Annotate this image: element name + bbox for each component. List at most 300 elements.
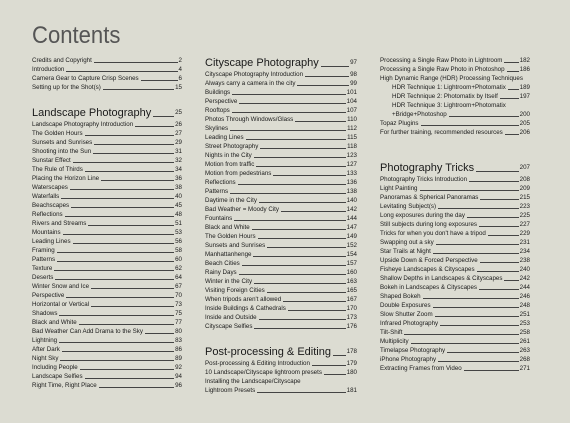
entry-title: +Bridge+Photoshop xyxy=(392,111,447,118)
entry-title: Reflections xyxy=(205,179,236,186)
entry-title: Processing a Single Raw Photo in Photoshop xyxy=(380,66,505,73)
leader-line xyxy=(85,378,175,379)
entry-title: Long exposures during the day xyxy=(380,212,465,219)
leader-line xyxy=(85,135,175,136)
entry-title: Sunstar Effect xyxy=(32,157,71,164)
toc-entry[interactable] xyxy=(205,151,357,160)
toc-entry[interactable] xyxy=(32,273,182,282)
entry-title: Camera Gear to Capture Crisp Scenes xyxy=(32,75,139,82)
page-number: 75 xyxy=(175,310,182,317)
leader-line xyxy=(436,244,519,245)
entry-title: Cityscape Selfies xyxy=(205,323,253,330)
entry-title: Nights in the City xyxy=(205,152,252,159)
leader-line xyxy=(54,270,174,271)
toc-entry[interactable] xyxy=(205,205,357,214)
leader-line xyxy=(254,283,346,284)
toc-entry[interactable] xyxy=(32,129,182,138)
toc-entry[interactable] xyxy=(32,309,182,318)
leader-line xyxy=(500,98,519,99)
toc-entry[interactable] xyxy=(32,120,182,129)
toc-entry[interactable] xyxy=(380,65,530,74)
leader-line xyxy=(135,126,174,127)
entry-title: Perspective xyxy=(205,98,238,105)
toc-entry[interactable] xyxy=(32,156,182,165)
entry-title: Deserts xyxy=(32,274,54,281)
toc-entry[interactable] xyxy=(32,354,182,363)
toc-entry[interactable] xyxy=(32,183,182,192)
toc-entry[interactable] xyxy=(32,83,182,92)
leader-line xyxy=(476,171,519,172)
toc-entry[interactable] xyxy=(32,174,182,183)
leader-line xyxy=(55,279,174,280)
toc-entry[interactable] xyxy=(32,74,182,83)
entry-title: The Golden Hours xyxy=(32,130,83,137)
toc-entry[interactable] xyxy=(205,295,357,304)
entry-title: Waterfalls xyxy=(32,193,60,200)
page-number: 133 xyxy=(346,170,357,177)
toc-section-heading[interactable] xyxy=(32,106,182,120)
leader-line xyxy=(480,199,518,200)
entry-title: Visiting Foreign Cities xyxy=(205,287,265,294)
page-number: 231 xyxy=(519,239,530,246)
entry-title: Placing the Horizon Line xyxy=(32,175,100,182)
leader-line xyxy=(447,352,519,353)
page-number: 36 xyxy=(175,175,182,182)
leader-line xyxy=(321,66,349,67)
leader-line xyxy=(312,365,346,366)
entry-title: High Dynamic Range (HDR) Processing Techniques xyxy=(380,75,523,82)
entry-title: Bokeh in Landscapes & Cityscapes xyxy=(380,284,477,291)
leader-line xyxy=(254,328,345,329)
entry-title: Texture xyxy=(32,265,53,272)
section-title: Photography Tricks xyxy=(380,162,475,174)
toc-entry[interactable] xyxy=(32,336,182,345)
page-number: 181 xyxy=(346,387,357,394)
toc-entry[interactable] xyxy=(32,147,182,156)
entry-title: Double Exposures xyxy=(380,302,431,309)
toc-entry[interactable] xyxy=(380,83,530,92)
page-number: 205 xyxy=(519,120,530,127)
entry-title: Shooting into the Sun xyxy=(32,148,92,155)
toc-entry[interactable] xyxy=(380,211,530,220)
entry-title: Photos Through Windows/Glass xyxy=(205,116,294,123)
toc-entry[interactable] xyxy=(205,196,357,205)
leader-line xyxy=(73,243,175,244)
entry-title: Extracting Frames from Video xyxy=(380,365,462,372)
leader-line xyxy=(88,225,174,226)
leader-line xyxy=(230,130,346,131)
toc-entry[interactable] xyxy=(205,313,357,322)
toc-entry[interactable] xyxy=(205,286,357,295)
leader-line xyxy=(70,189,174,190)
leader-line xyxy=(230,193,346,194)
page-number: 144 xyxy=(346,215,357,222)
page-number: 165 xyxy=(346,287,357,294)
leader-line xyxy=(256,166,345,167)
leader-line xyxy=(258,238,346,239)
entry-title: Horizontal or Vertical xyxy=(32,301,90,308)
entry-title: Perspective xyxy=(32,292,65,299)
toc-entry[interactable] xyxy=(380,337,530,346)
toc-entry[interactable] xyxy=(380,92,530,101)
page-number: 173 xyxy=(346,314,357,321)
leader-line xyxy=(508,89,519,90)
toc-entry[interactable] xyxy=(205,214,357,223)
page-number: 225 xyxy=(519,212,530,219)
page-number: 142 xyxy=(346,206,357,213)
toc-entry[interactable] xyxy=(205,124,357,133)
toc-entry[interactable] xyxy=(32,56,182,65)
toc-entry[interactable] xyxy=(205,304,357,313)
page-number: 223 xyxy=(519,203,530,210)
page-number: 258 xyxy=(519,329,530,336)
toc-entry[interactable] xyxy=(205,359,357,368)
entry-title: Right Time, Right Place xyxy=(32,382,97,389)
toc-entry[interactable] xyxy=(205,178,357,187)
toc-section-heading[interactable] xyxy=(205,345,357,359)
leader-line xyxy=(421,125,519,126)
entry-title: Cityscape Photography Introduction xyxy=(205,71,304,78)
page-number: 77 xyxy=(175,319,182,326)
entry-title: Lightning xyxy=(32,337,58,344)
page-number: 209 xyxy=(519,185,530,192)
entry-title: Night Sky xyxy=(32,355,59,362)
page-number: 227 xyxy=(519,221,530,228)
entry-title: Post-processing & Editing Introduction xyxy=(205,360,310,367)
toc-entry[interactable] xyxy=(380,355,530,364)
page-number: 149 xyxy=(346,233,357,240)
page-number: 179 xyxy=(346,360,357,367)
toc-entry[interactable] xyxy=(380,229,530,238)
entry-title: Sunsets and Sunrises xyxy=(205,242,266,249)
leader-line xyxy=(254,157,346,158)
toc-entry[interactable] xyxy=(32,345,182,354)
leader-line xyxy=(259,319,346,320)
toc-entry[interactable] xyxy=(205,277,357,286)
entry-title: The Rule of Thirds xyxy=(32,166,83,173)
entry-title: Rivers and Streams xyxy=(32,220,87,227)
leader-line xyxy=(281,211,346,212)
entry-title: Multiplicity xyxy=(380,338,409,345)
toc-entry[interactable] xyxy=(380,74,530,83)
entry-title: For further training, recommended resources xyxy=(380,129,503,136)
entry-title: HDR Technique 1: Lightroom+Photomatix xyxy=(392,84,506,91)
toc-section-heading[interactable] xyxy=(380,161,530,175)
toc-entry[interactable] xyxy=(205,97,357,106)
entry-title: Winter Snow and Ice xyxy=(32,283,90,290)
entry-title: Timelapse Photography xyxy=(380,347,446,354)
toc-entry[interactable] xyxy=(380,247,530,256)
page-number: 234 xyxy=(519,248,530,255)
toc-entry[interactable] xyxy=(32,138,182,147)
entry-title: Topaz Plugins xyxy=(380,120,419,127)
toc-entry[interactable] xyxy=(32,363,182,372)
page-number: 115 xyxy=(347,134,357,141)
toc-entry[interactable] xyxy=(32,65,182,74)
entry-title: Processing a Single Raw Photo in Lightroom xyxy=(380,57,503,64)
page-number: 67 xyxy=(175,283,182,290)
toc-entry[interactable] xyxy=(32,228,182,237)
leader-line xyxy=(94,62,178,63)
page-number: 160 xyxy=(346,269,357,276)
toc-column-3 xyxy=(380,56,530,373)
page-number: 6 xyxy=(178,75,182,82)
leader-line xyxy=(267,292,346,293)
toc-entry[interactable] xyxy=(205,232,357,241)
leader-line xyxy=(507,71,519,72)
toc-entry[interactable] xyxy=(32,327,182,336)
toc-entry[interactable] xyxy=(205,368,357,377)
toc-entry[interactable] xyxy=(205,70,357,79)
toc-entry[interactable] xyxy=(380,202,530,211)
spacer xyxy=(380,137,530,147)
toc-entry[interactable] xyxy=(205,377,357,386)
page-number: 248 xyxy=(519,302,530,309)
toc-entry[interactable] xyxy=(32,246,182,255)
entry-title: Shallow Depths in Landscapes & Cityscapes xyxy=(380,275,503,282)
toc-entry[interactable] xyxy=(380,346,530,355)
page-number: 62 xyxy=(175,265,182,272)
toc-entry[interactable] xyxy=(380,184,530,193)
entry-title: Panoramas & Spherical Panoramas xyxy=(380,194,479,201)
toc-entry[interactable] xyxy=(380,128,530,137)
leader-line xyxy=(246,139,347,140)
page-number: 176 xyxy=(346,323,357,330)
toc-entry[interactable] xyxy=(32,219,182,228)
entry-title: Waterscapes xyxy=(32,184,68,191)
leader-line xyxy=(477,271,519,272)
section-title: Post-processing & Editing xyxy=(205,346,331,358)
toc-entry[interactable] xyxy=(380,283,530,292)
toc-entry[interactable] xyxy=(205,223,357,232)
page-number: 4 xyxy=(178,66,182,73)
leader-line xyxy=(153,116,174,117)
toc-entry[interactable] xyxy=(205,259,357,268)
toc-entry[interactable] xyxy=(380,101,530,110)
entry-title: Landscape Photography Introduction xyxy=(32,121,134,128)
entry-title: Including People xyxy=(32,364,78,371)
toc-entry[interactable] xyxy=(380,328,530,337)
toc-entry[interactable] xyxy=(32,291,182,300)
leader-line xyxy=(61,198,174,199)
toc-entry[interactable] xyxy=(380,364,530,373)
page-number: 123 xyxy=(346,152,357,159)
leader-line xyxy=(252,229,346,230)
entry-title: 10 Landscape/Cityscape lightroom presets xyxy=(205,369,322,376)
toc-entry[interactable] xyxy=(205,142,357,151)
leader-line xyxy=(404,334,518,335)
toc-entry[interactable] xyxy=(32,192,182,201)
toc-entry[interactable] xyxy=(380,301,530,310)
leader-line xyxy=(504,280,518,281)
page-number: 48 xyxy=(175,211,182,218)
toc-column-1 xyxy=(32,56,182,390)
page-number: 86 xyxy=(175,346,182,353)
toc-entry[interactable] xyxy=(205,133,357,142)
page-number: 200 xyxy=(519,111,530,118)
page-number: 127 xyxy=(346,161,357,168)
leader-line xyxy=(288,310,346,311)
toc-entry[interactable] xyxy=(205,88,357,97)
leader-line xyxy=(464,370,519,371)
entry-title: Credits and Copyright xyxy=(32,57,92,64)
toc-entry[interactable] xyxy=(205,115,357,124)
leader-line xyxy=(333,355,346,356)
toc-entry[interactable] xyxy=(380,119,530,128)
page-number: 138 xyxy=(346,188,357,195)
page-number: 97 xyxy=(350,59,357,66)
leader-line xyxy=(101,180,174,181)
toc-entry[interactable] xyxy=(32,372,182,381)
toc-entry[interactable] xyxy=(380,274,530,283)
toc-entry[interactable] xyxy=(205,187,357,196)
toc-entry[interactable] xyxy=(205,241,357,250)
toc-entry[interactable] xyxy=(32,318,182,327)
toc-entry[interactable] xyxy=(32,255,182,264)
toc-entry[interactable] xyxy=(32,264,182,273)
toc-entry[interactable] xyxy=(205,160,357,169)
toc-entry[interactable] xyxy=(205,322,357,331)
page-number: 136 xyxy=(346,179,357,186)
page-number: 89 xyxy=(175,355,182,362)
entry-title: Daytime in the City xyxy=(205,197,257,204)
leader-line xyxy=(242,265,346,266)
toc-entry[interactable] xyxy=(380,220,530,229)
page-number: 25 xyxy=(175,109,182,116)
entry-title: Landscape Selfies xyxy=(32,373,83,380)
toc-entry[interactable] xyxy=(380,110,530,119)
toc-entry[interactable] xyxy=(380,256,530,265)
page-number: 178 xyxy=(346,348,357,355)
leader-line xyxy=(257,392,345,393)
leader-line xyxy=(295,121,346,122)
leader-line xyxy=(63,234,175,235)
entry-title: Black and White xyxy=(205,224,250,231)
entry-title: Rainy Days xyxy=(205,269,237,276)
leader-line xyxy=(57,261,174,262)
toc-entry[interactable] xyxy=(205,250,357,259)
entry-title: Framing xyxy=(32,247,55,254)
entry-title: Buildings xyxy=(205,89,231,96)
page-number: 197 xyxy=(519,93,530,100)
page-number: 271 xyxy=(519,365,530,372)
toc-entry[interactable] xyxy=(380,319,530,328)
entry-title: Levitating Subject(s) xyxy=(380,203,437,210)
entry-title: Patterns xyxy=(32,256,56,263)
toc-entry[interactable] xyxy=(32,201,182,210)
entry-title: Black and White xyxy=(32,319,77,326)
toc-entry[interactable] xyxy=(380,292,530,301)
leader-line xyxy=(103,89,174,90)
page-number: 2 xyxy=(178,57,182,64)
leader-line xyxy=(433,307,519,308)
page-number: 27 xyxy=(175,130,182,137)
entry-title: The Golden Hours xyxy=(205,233,256,240)
entry-title: Still subjects during long exposures xyxy=(380,221,477,228)
page-number: 268 xyxy=(519,356,530,363)
page-number: 98 xyxy=(350,71,357,78)
leader-line xyxy=(479,289,519,290)
toc-entry[interactable] xyxy=(205,386,357,395)
entry-title: Fisheye Landscapes & Cityscapes xyxy=(380,266,475,273)
toc-entry[interactable] xyxy=(32,282,182,291)
toc-entry[interactable] xyxy=(32,210,182,219)
toc-entry[interactable] xyxy=(32,237,182,246)
toc-section-heading[interactable] xyxy=(205,56,357,70)
leader-line xyxy=(438,208,519,209)
page-number: 26 xyxy=(175,121,182,128)
page-number: 157 xyxy=(346,260,357,267)
leader-line xyxy=(66,297,174,298)
toc-entry[interactable] xyxy=(32,165,182,174)
page-number: 104 xyxy=(346,98,357,105)
entry-title: Tricks for when you don't have a tripod xyxy=(380,230,486,237)
leader-line xyxy=(438,361,519,362)
leader-line xyxy=(479,226,519,227)
entry-title: Bad Weather Can Add Drama to the Sky xyxy=(32,328,143,335)
page-number: 152 xyxy=(346,242,357,249)
entry-title: When tripods aren't allowed xyxy=(205,296,282,303)
page-number: 251 xyxy=(519,311,530,318)
toc-entry[interactable] xyxy=(32,381,182,390)
entry-title: Winter in the City xyxy=(205,278,253,285)
leader-line xyxy=(59,315,174,316)
toc-entry[interactable] xyxy=(380,56,530,65)
entry-title: Infrared Photography xyxy=(380,320,439,327)
entry-title: Sunsets and Sunrises xyxy=(32,139,93,146)
page-number: 206 xyxy=(519,129,530,136)
toc-entry[interactable] xyxy=(205,106,357,115)
page-number: 253 xyxy=(519,320,530,327)
entry-title: Introduction xyxy=(32,66,65,73)
toc-entry[interactable] xyxy=(32,300,182,309)
page-number: 163 xyxy=(346,278,357,285)
leader-line xyxy=(305,76,349,77)
entry-title: Rooftops xyxy=(205,107,230,114)
entry-title: Tilt-Shift xyxy=(380,329,403,336)
toc-entry[interactable] xyxy=(380,175,530,184)
toc-entry[interactable] xyxy=(380,238,530,247)
entry-title: After Dark xyxy=(32,346,60,353)
leader-line xyxy=(238,184,346,185)
entry-title: HDR Technique 2: Photomatix by Itself xyxy=(392,93,498,100)
page-number: 32 xyxy=(175,157,182,164)
page-number: 263 xyxy=(519,347,530,354)
entry-title: Light Painting xyxy=(380,185,418,192)
spacer xyxy=(32,92,182,102)
leader-line xyxy=(324,374,346,375)
toc-entry[interactable] xyxy=(205,268,357,277)
toc-entry[interactable] xyxy=(380,265,530,274)
toc-entry[interactable] xyxy=(380,193,530,202)
leader-line xyxy=(59,342,174,343)
toc-entry[interactable] xyxy=(205,79,357,88)
page-number: 60 xyxy=(175,256,182,263)
entry-title: Manhattanhenge xyxy=(205,251,252,258)
leader-line xyxy=(260,148,346,149)
leader-line xyxy=(259,202,346,203)
toc-entry[interactable] xyxy=(205,169,357,178)
entry-title: Beachscapes xyxy=(32,202,70,209)
page-number: 240 xyxy=(519,266,530,273)
toc-entry[interactable] xyxy=(380,310,530,319)
page-number: 96 xyxy=(175,382,182,389)
leader-line xyxy=(62,351,174,352)
entry-title: iPhone Photography xyxy=(380,356,437,363)
page-number: 242 xyxy=(519,275,530,282)
page-number: 261 xyxy=(519,338,530,345)
entry-title: Shaped Bokeh xyxy=(380,293,421,300)
